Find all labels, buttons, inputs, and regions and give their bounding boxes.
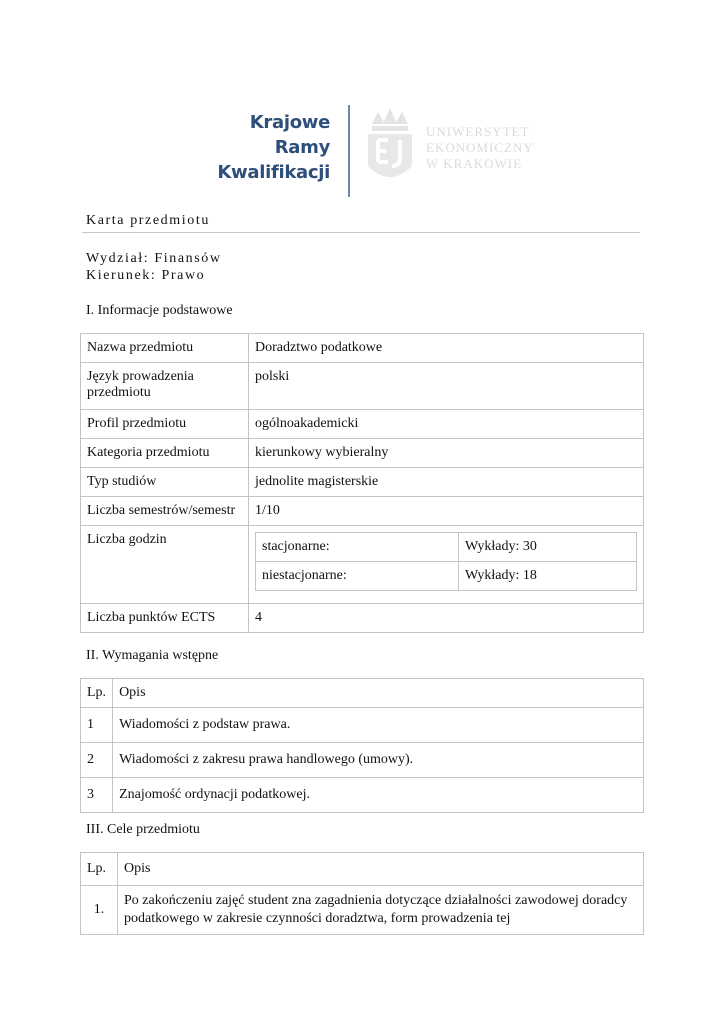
table-row	[81, 468, 644, 497]
objectives-table	[80, 852, 644, 935]
krk-logo-text: Krajowe Ramy Kwalifikacji	[217, 112, 330, 183]
table-row	[81, 743, 644, 778]
row-desc: Wiadomości z podstaw prawa.	[113, 708, 644, 743]
section-3-heading: III. Cele przedmiotu	[86, 822, 200, 837]
row-lp: 1	[81, 708, 113, 743]
document-title: Karta przedmiotu	[86, 213, 210, 228]
study-mode: stacjonarne:	[256, 533, 459, 562]
table-row	[81, 439, 644, 468]
requirements-table	[80, 678, 644, 813]
info-key: Typ studiów	[81, 468, 249, 497]
row-lp: 3	[81, 778, 113, 813]
info-value: kierunkowy wybieralny	[249, 439, 644, 468]
hours-value: Wykłady: 18	[459, 562, 637, 591]
column-header-desc: Opis	[118, 853, 644, 886]
info-value: 4	[249, 604, 644, 633]
info-value: jednolite magisterskie	[249, 468, 644, 497]
hours-cell	[249, 526, 644, 604]
table-header-row	[81, 679, 644, 708]
hours-row	[256, 562, 637, 591]
info-value: Doradztwo podatkowe	[249, 334, 644, 363]
table-row	[81, 334, 644, 363]
faculty-line: Wydział: Finansów	[86, 251, 222, 266]
krk-uek-logo	[217, 100, 552, 200]
row-desc: Po zakończeniu zajęć student zna zagadnienia dotyczące działalności zawodowej doradcy podatkowego w zakresie czynności doradztwa, form prowadzenia tej	[118, 886, 644, 935]
info-key: Profil przedmiotu	[81, 410, 249, 439]
logo-divider	[348, 105, 350, 197]
table-row	[81, 410, 644, 439]
table-header-row	[81, 853, 644, 886]
column-header-desc: Opis	[113, 679, 644, 708]
hours-row	[256, 533, 637, 562]
major-line: Kierunek: Prawo	[86, 268, 206, 283]
info-key: Nazwa przedmiotu	[81, 334, 249, 363]
uek-logo-text: UNIWERSYTET EKONOMICZNY W KRAKOWIE	[426, 124, 534, 171]
table-row	[81, 604, 644, 633]
row-desc: Wiadomości z zakresu prawa handlowego (umowy).	[113, 743, 644, 778]
row-lp: 2	[81, 743, 113, 778]
table-row	[81, 778, 644, 813]
column-header-lp: Lp.	[81, 679, 113, 708]
info-key: Liczba punktów ECTS	[81, 604, 249, 633]
row-lp: 1.	[81, 886, 118, 935]
title-divider	[82, 232, 640, 233]
table-row	[81, 886, 644, 935]
hours-value: Wykłady: 30	[459, 533, 637, 562]
column-header-lp: Lp.	[81, 853, 118, 886]
table-row	[81, 363, 644, 410]
info-value: ogólnoakademicki	[249, 410, 644, 439]
info-key: Liczba semestrów/semestr	[81, 497, 249, 526]
row-desc: Znajomość ordynacji podatkowej.	[113, 778, 644, 813]
info-key: Kategoria przedmiotu	[81, 439, 249, 468]
hours-table	[255, 532, 637, 591]
study-mode: niestacjonarne:	[256, 562, 459, 591]
table-row	[81, 526, 644, 604]
table-row	[81, 708, 644, 743]
info-value: 1/10	[249, 497, 644, 526]
uek-emblem-icon	[360, 104, 420, 192]
section-2-heading: II. Wymagania wstępne	[86, 648, 219, 663]
info-key: Liczba godzin	[81, 526, 249, 604]
info-value: polski	[249, 363, 644, 410]
info-key: Język prowadzenia przedmiotu	[81, 363, 249, 410]
basic-info-table	[80, 333, 644, 633]
table-row	[81, 497, 644, 526]
section-1-heading: I. Informacje podstawowe	[86, 303, 233, 318]
